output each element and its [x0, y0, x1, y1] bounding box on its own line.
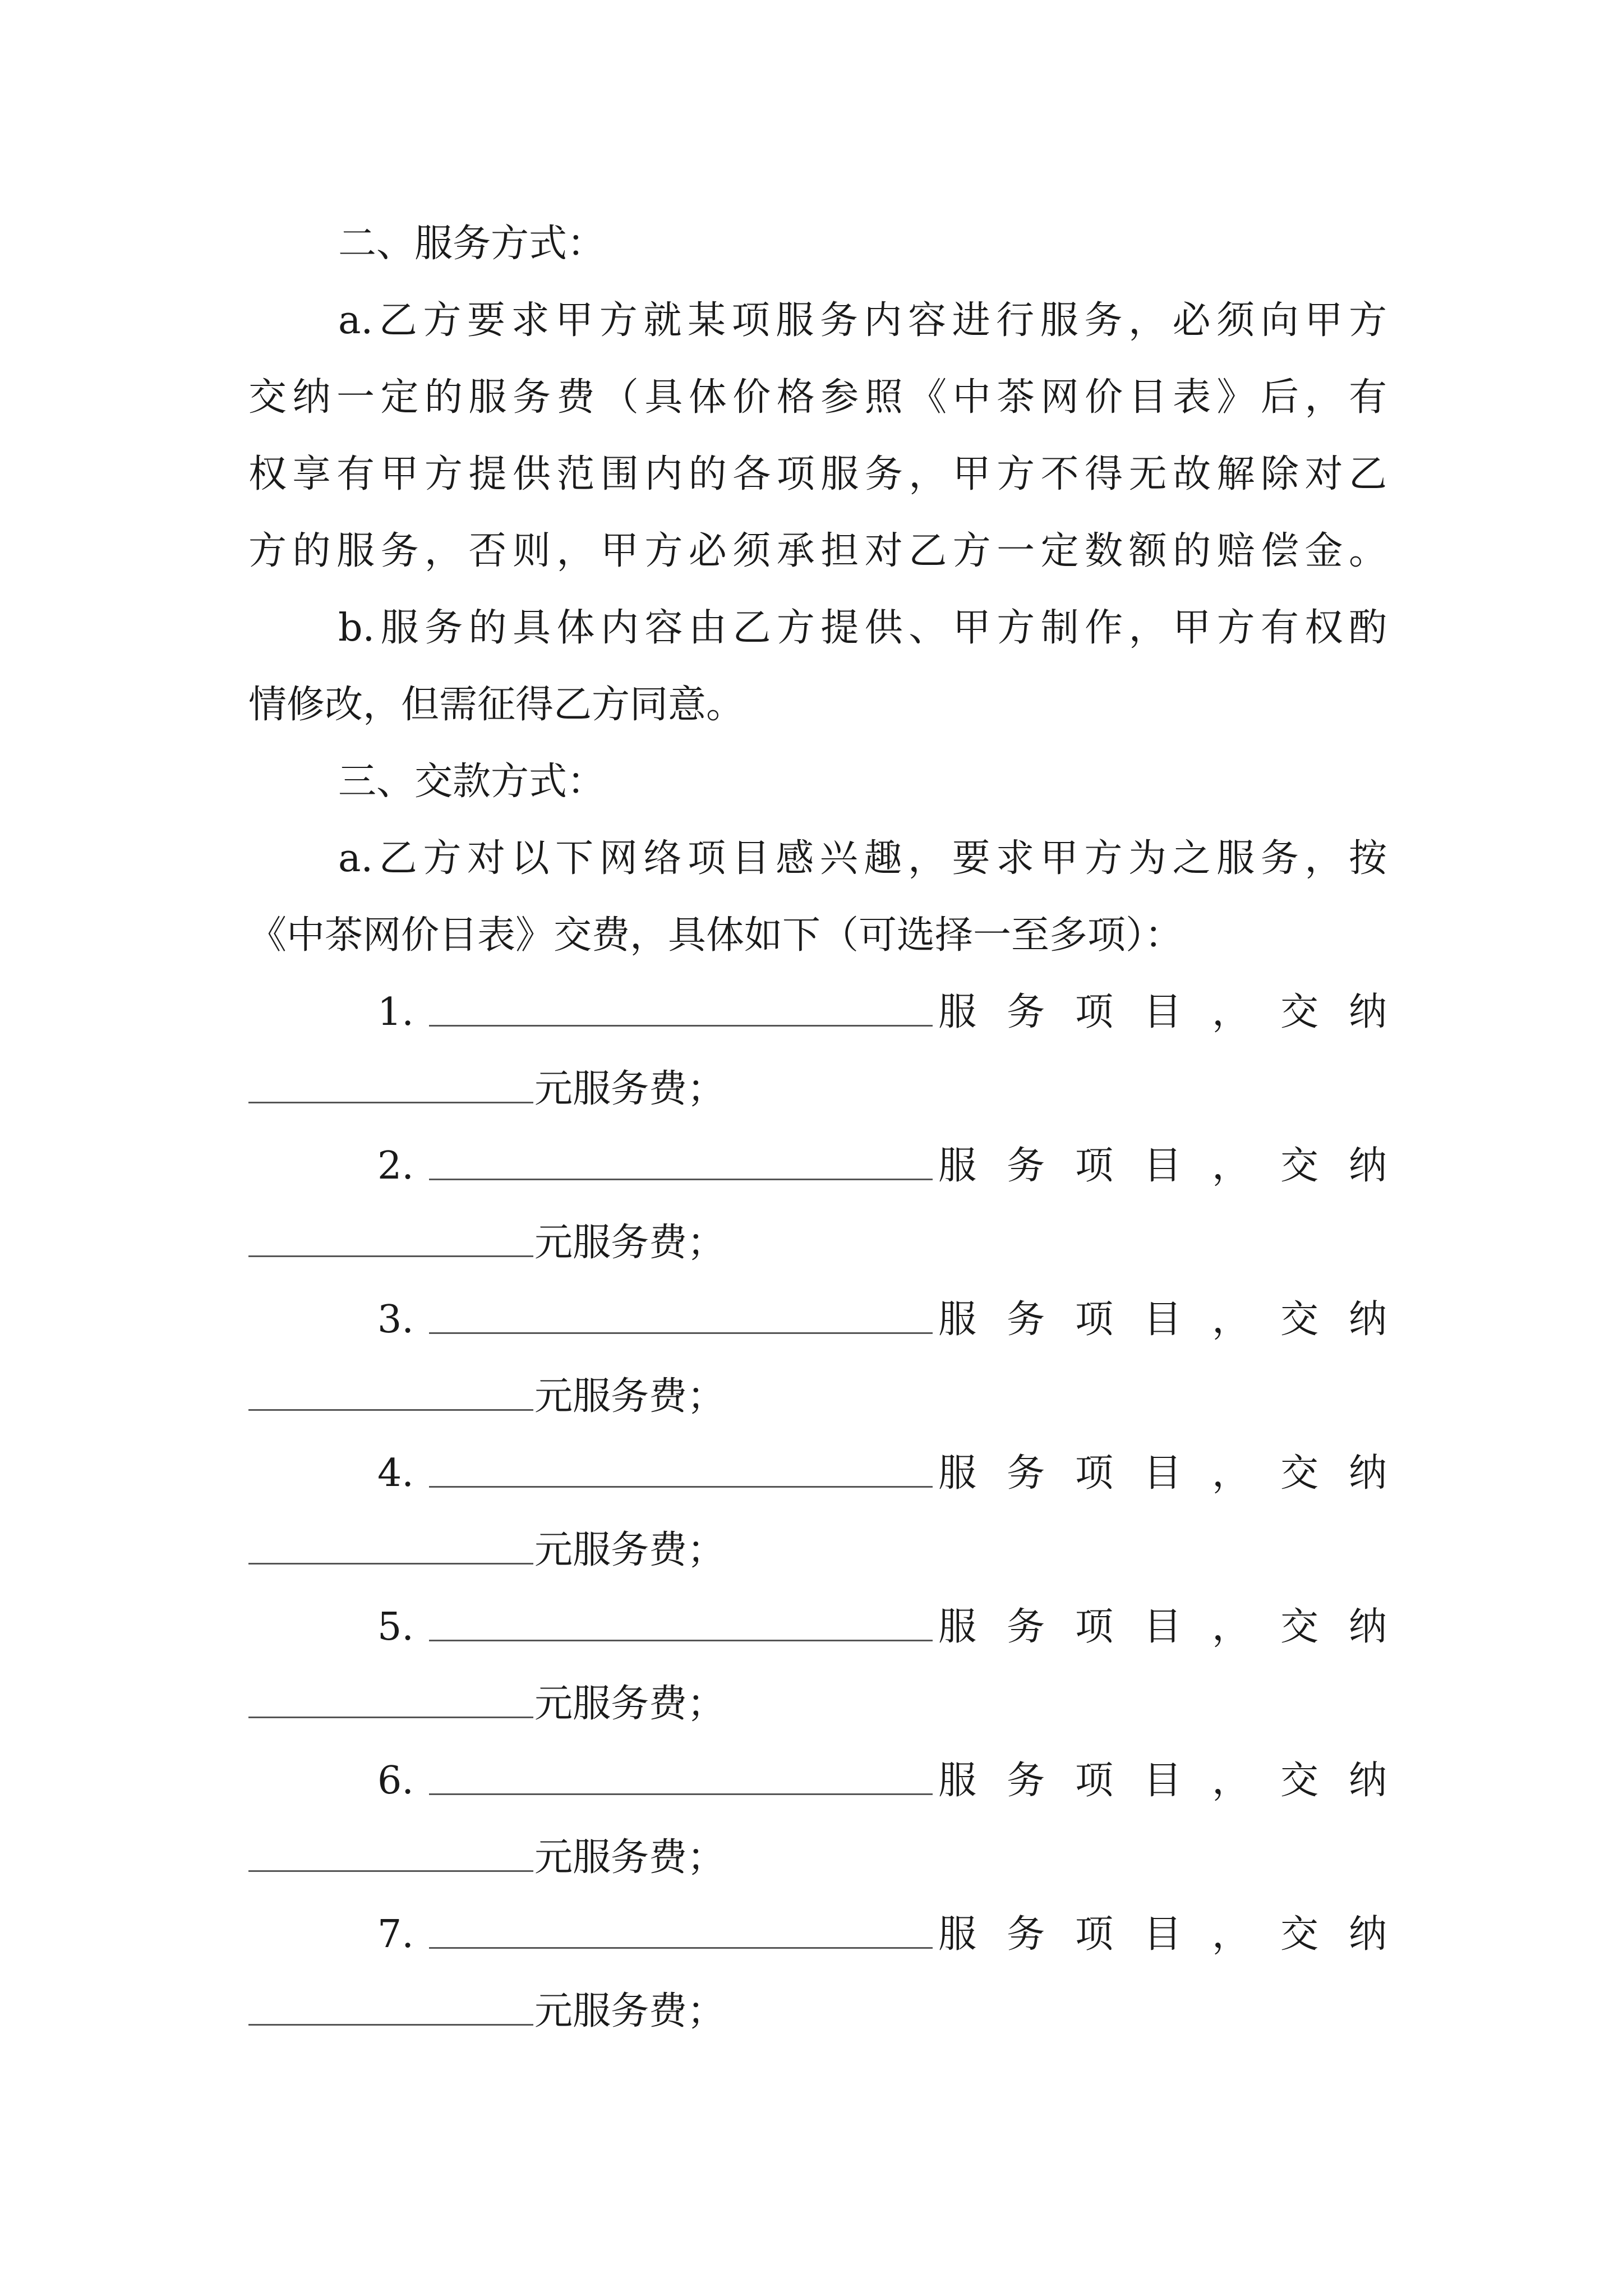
service-item-blank[interactable] — [429, 1025, 933, 1027]
section-three-heading: 三、交款方式： — [338, 760, 606, 804]
fee-amount-line-6 — [248, 1831, 1387, 1885]
section-two-a-line-1: a.乙方要求甲方就某项服务内容进行服务，必须向甲方 — [338, 298, 1387, 343]
service-item-blank[interactable] — [429, 1947, 933, 1949]
fee-amount-text: 元服务费； — [534, 1835, 726, 1880]
fee-item-number: 6. — [377, 1759, 414, 1803]
fee-amount-line-4 — [248, 1524, 1387, 1577]
fee-item-number: 1. — [377, 990, 414, 1034]
fee-item-6 — [377, 1754, 1387, 1808]
section-two-a-line-3: 权享有甲方提供范围内的各项服务，甲方不得无故解除对乙 — [248, 452, 1387, 496]
fee-item-tail: 服务项目，交纳 — [938, 1451, 1387, 1496]
fee-item-tail: 服务项目，交纳 — [938, 1759, 1387, 1803]
fee-amount-text: 元服务费； — [534, 1067, 726, 1111]
service-item-blank[interactable] — [429, 1486, 933, 1488]
fee-item-1 — [377, 986, 1387, 1039]
fee-amount-blank[interactable] — [248, 1717, 533, 1718]
service-item-blank[interactable] — [429, 1179, 933, 1180]
fee-amount-blank[interactable] — [248, 1870, 533, 1872]
fee-item-number: 2. — [377, 1144, 414, 1188]
service-item-blank[interactable] — [429, 1793, 933, 1795]
fee-item-7 — [377, 1908, 1387, 1962]
fee-item-number: 4. — [377, 1451, 414, 1496]
section-three-a-line-1: a.乙方对以下网络项目感兴趣，要求甲方为之服务，按 — [338, 836, 1387, 881]
fee-amount-line-3 — [248, 1370, 1387, 1424]
fee-amount-line-1 — [248, 1062, 1387, 1116]
fee-amount-text: 元服务费； — [534, 1221, 726, 1265]
section-three-a-line-2: 《中茶网价目表》交费，具体如下（可选择一至多项）： — [248, 913, 1183, 958]
fee-amount-blank[interactable] — [248, 1409, 533, 1411]
fee-amount-line-7 — [248, 1985, 1387, 2039]
section-two-heading: 二、服务方式： — [338, 222, 606, 266]
fee-amount-text: 元服务费； — [534, 1374, 726, 1419]
service-item-blank[interactable] — [429, 1332, 933, 1334]
section-two-a-line-4: 方的服务，否则，甲方必须承担对乙方一定数额的赔偿金。 — [248, 529, 1387, 573]
fee-item-5 — [377, 1600, 1387, 1654]
section-two-a-line-2: 交纳一定的服务费（具体价格参照《中茶网价目表》后，有 — [248, 375, 1387, 420]
fee-amount-blank[interactable] — [248, 2024, 533, 2026]
service-item-blank[interactable] — [429, 1640, 933, 1641]
fee-item-number: 3. — [377, 1297, 414, 1342]
fee-amount-blank[interactable] — [248, 1255, 533, 1257]
fee-amount-text: 元服务费； — [534, 1989, 726, 2033]
fee-amount-text: 元服务费； — [534, 1528, 726, 1572]
fee-item-tail: 服务项目，交纳 — [938, 1605, 1387, 1649]
fee-item-2 — [377, 1139, 1387, 1193]
fee-item-tail: 服务项目，交纳 — [938, 990, 1387, 1034]
fee-item-4 — [377, 1447, 1387, 1501]
fee-item-tail: 服务项目，交纳 — [938, 1912, 1387, 1957]
fee-amount-line-2 — [248, 1216, 1387, 1270]
fee-item-tail: 服务项目，交纳 — [938, 1144, 1387, 1188]
fee-item-3 — [377, 1293, 1387, 1347]
section-two-b-line-2: 情修改，但需征得乙方同意。 — [248, 683, 745, 727]
fee-item-number: 5. — [377, 1605, 414, 1649]
fee-amount-blank[interactable] — [248, 1102, 533, 1103]
fee-item-number: 7. — [377, 1912, 414, 1957]
fee-item-tail: 服务项目，交纳 — [938, 1297, 1387, 1342]
fee-amount-text: 元服务费； — [534, 1682, 726, 1726]
fee-amount-blank[interactable] — [248, 1563, 533, 1565]
section-two-b-line-1: b.服务的具体内容由乙方提供、甲方制作，甲方有权酌 — [338, 606, 1387, 650]
fee-amount-line-5 — [248, 1677, 1387, 1731]
